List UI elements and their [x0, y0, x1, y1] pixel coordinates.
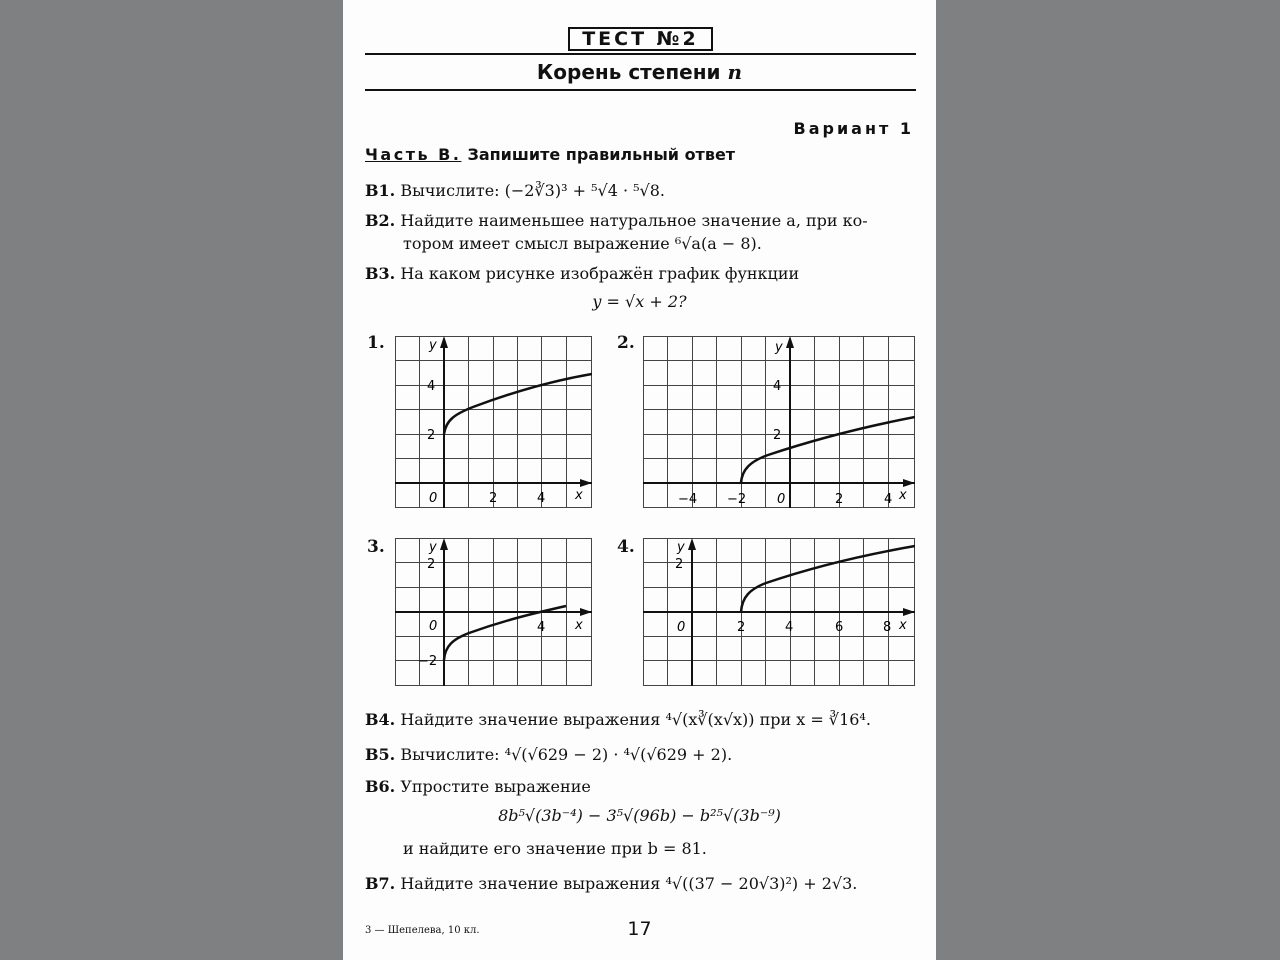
graph-4-label: 4. [617, 537, 635, 557]
graph-1-x-arrow [580, 479, 592, 487]
graph-2-tick-x4: 4 [884, 492, 893, 507]
title-variable: n [727, 60, 743, 84]
question-b4 [365, 708, 871, 732]
graph-4 [643, 538, 915, 686]
graph-1-y-label: y [429, 338, 437, 353]
graph-4-tick-x2: 2 [737, 620, 746, 635]
graph-2-tick-xm4: −4 [678, 492, 698, 507]
b1-number: В1. [365, 181, 396, 200]
b5-text: Вычислите: ⁴√(√629 − 2) · ⁴√(√629 + 2). [400, 745, 733, 764]
question-b6 [365, 775, 591, 799]
graph-2-tick-xm2: −2 [727, 492, 747, 507]
graph-2-y-label: y [775, 340, 783, 355]
b6-number: В6. [365, 777, 396, 796]
question-b1 [365, 179, 665, 203]
graph-3-x-label: x [575, 618, 583, 633]
page-title [343, 60, 936, 84]
b6-formula: 8b⁵√(3b⁻⁴) − 3⁵√(96b) − b²⁵√(3b⁻⁹) [498, 806, 781, 825]
b6-tail: и найдите его значение при b = 81. [403, 839, 707, 858]
graph-2-tick-y2: 2 [773, 428, 782, 443]
graph-3-tick-y2: 2 [427, 557, 436, 572]
graph-2-y-arrow [786, 336, 794, 348]
question-b7 [365, 872, 857, 896]
graph-2 [643, 336, 915, 508]
b3-number: В3. [365, 264, 396, 283]
document-page [343, 0, 936, 960]
question-b3 [365, 262, 799, 286]
test-label-box: ТЕСТ №2 [568, 27, 713, 51]
graph-4-tick-x6: 6 [835, 620, 844, 635]
graph-2-tick-y4: 4 [773, 379, 782, 394]
graph-2-x-arrow [903, 479, 915, 487]
graph-3-curve [444, 606, 566, 660]
graph-3-tick-ym2: −2 [418, 654, 438, 669]
graph-1-tick-x2: 2 [489, 491, 498, 506]
b6-text: Упростите выражение [400, 777, 591, 796]
b3-text: На каком рисунке изображён график функции [400, 264, 800, 283]
graph-2-tick-origin: 0 [777, 492, 786, 507]
b1-text: Вычислите: (−2∛3)³ + ⁵√4 · ⁵√8. [400, 181, 666, 200]
header-rule-top [365, 53, 916, 55]
graph-2-tick-x2: 2 [835, 492, 844, 507]
b4-number: В4. [365, 710, 396, 729]
part-instruction: Запишите правильный ответ [467, 145, 736, 164]
b4-text: Найдите значение выражения ⁴√(x∛(x√x)) при x = ∛16⁴. [400, 710, 871, 729]
graph-4-y-arrow [688, 538, 696, 550]
graph-3-tick-origin: 0 [429, 619, 438, 634]
graph-4-x-arrow [903, 608, 915, 616]
graph-3-label: 3. [367, 537, 385, 557]
graph-1-x-label: x [575, 488, 583, 503]
graph-4-tick-x4: 4 [785, 620, 794, 635]
graph-4-tick-x8: 8 [883, 620, 892, 635]
header-rule-bottom [365, 89, 916, 91]
graph-1-label: 1. [367, 333, 385, 353]
footer-source: 3 — Шепелева, 10 кл. [365, 925, 480, 936]
graph-2-x-label: x [899, 488, 907, 503]
graph-1 [395, 336, 592, 508]
graph-1-tick-y2: 2 [427, 428, 436, 443]
question-b2 [365, 209, 868, 233]
graph-4-tick-y2: 2 [675, 557, 684, 572]
graph-4-y-label: y [677, 540, 685, 555]
graph-4-x-label: x [899, 618, 907, 633]
title-text: Корень степени [536, 60, 721, 84]
b3-formula: y = √x + 2? [592, 292, 687, 311]
graph-1-tick-origin: 0 [429, 491, 438, 506]
variant-label: Вариант 1 [793, 119, 914, 138]
b2-line2: тором имеет смысл выражение ⁶√a(a − 8). [403, 234, 762, 253]
graph-3-y-label: y [429, 540, 437, 555]
graph-1-tick-x4: 4 [537, 491, 546, 506]
graph-2-label: 2. [617, 333, 635, 353]
graph-3-x-arrow [580, 608, 592, 616]
part-heading [365, 145, 735, 164]
graph-4-tick-origin: 0 [677, 620, 686, 635]
graph-1-tick-y4: 4 [427, 379, 436, 394]
b7-text: Найдите значение выражения ⁴√((37 − 20√3)²) + 2√3. [400, 874, 858, 893]
part-label: Часть В. [365, 145, 462, 164]
b2-line1: Найдите наименьшее натуральное значение a, при ко- [400, 211, 868, 230]
b2-number: В2. [365, 211, 396, 230]
question-b5 [365, 743, 732, 767]
page-number: 17 [627, 918, 652, 940]
graph-1-y-arrow [440, 336, 448, 348]
b5-number: В5. [365, 745, 396, 764]
graph-3-y-arrow [440, 538, 448, 550]
graph-3 [395, 538, 592, 686]
b7-number: В7. [365, 874, 396, 893]
graph-3-tick-x4: 4 [537, 620, 546, 635]
